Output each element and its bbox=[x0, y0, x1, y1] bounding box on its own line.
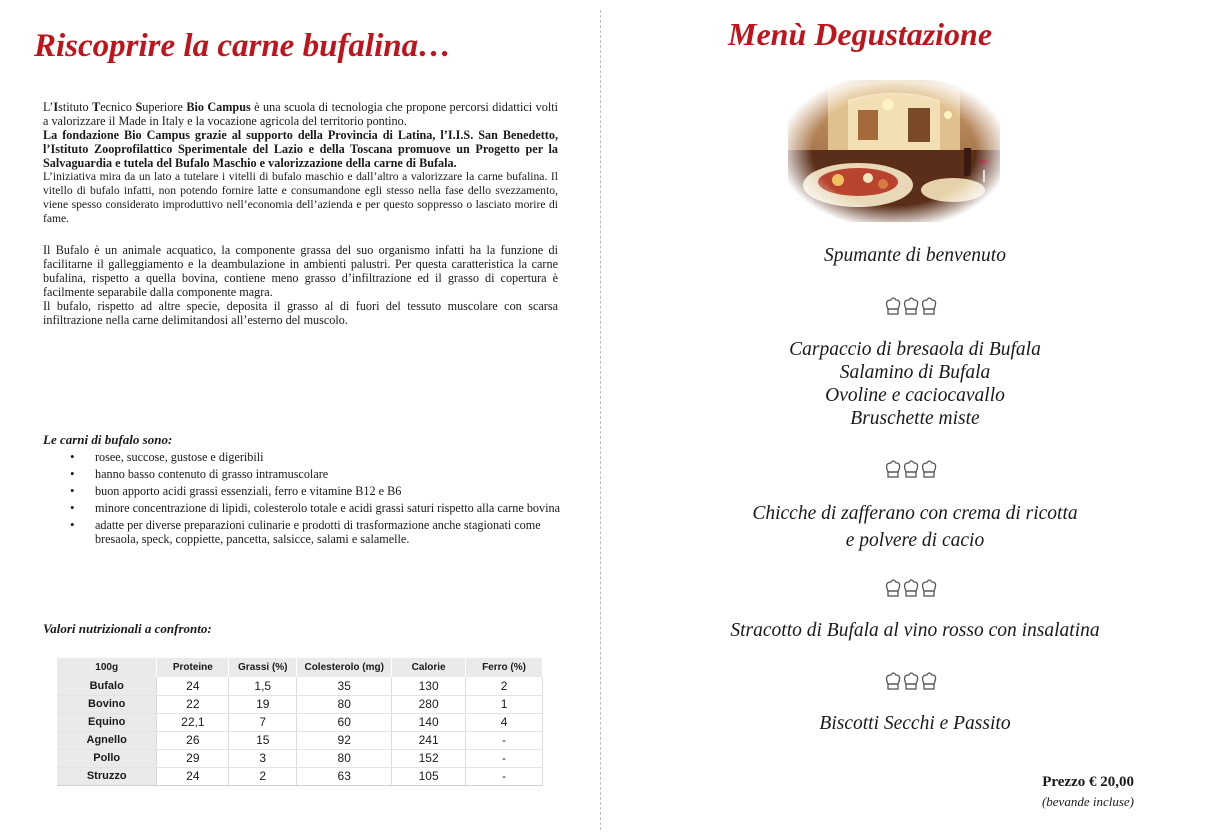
table-cell: Bufalo bbox=[57, 677, 157, 695]
carni-list bbox=[70, 450, 560, 549]
course-line: Ovoline e caciocavallo bbox=[825, 385, 1005, 406]
table-cell: 1 bbox=[466, 695, 543, 713]
iniziativa-paragraph: L’iniziativa mira da un lato a tutelare i vitelli di bufalo maschio e dall’altro a valorizzare la carne bufalina. Il vitello di bufalo infatti, non potendo fornire latte e consumandone egli stesso nella fase dello svezzamento, viene spesso considerato improduttivo nell’economia dell’azienda e per questo soppresso o lasciato morire di fame. bbox=[43, 170, 558, 225]
course-line: Stracotto di Bufala al vino rosso con insalatina bbox=[730, 620, 1100, 641]
table-cell: 24 bbox=[157, 767, 229, 785]
table-cell: 19 bbox=[229, 695, 297, 713]
course-1 bbox=[700, 244, 1130, 267]
table-cell: Pollo bbox=[57, 749, 157, 767]
page-title-right: Menù Degustazione bbox=[728, 16, 993, 52]
table-cell: 140 bbox=[392, 713, 466, 731]
table-cell: 60 bbox=[297, 713, 392, 731]
chef-hat-icon bbox=[884, 458, 940, 480]
table-cell: - bbox=[466, 749, 543, 767]
text: ecnico bbox=[100, 100, 136, 114]
column-header: Proteine bbox=[157, 658, 229, 677]
text: S bbox=[135, 100, 143, 114]
chef-hat-icon bbox=[884, 295, 940, 317]
price-note: (bevande incluse) bbox=[1041, 794, 1134, 809]
table-cell: - bbox=[466, 731, 543, 749]
nutrition-table bbox=[57, 658, 543, 786]
table-cell: 15 bbox=[229, 731, 297, 749]
table-cell: 24 bbox=[157, 677, 229, 695]
text: uperiore bbox=[142, 100, 187, 114]
table-cell: 80 bbox=[297, 749, 392, 767]
left-page bbox=[0, 0, 600, 833]
table-cell: 63 bbox=[297, 767, 392, 785]
text: I bbox=[53, 100, 59, 114]
intro-text bbox=[43, 100, 558, 327]
text: stituto bbox=[58, 100, 93, 114]
column-header: Colesterolo (mg) bbox=[297, 658, 392, 677]
page-divider bbox=[600, 10, 601, 830]
table-cell: 130 bbox=[392, 677, 466, 695]
deposita-paragraph: Il bufalo, rispetto ad altre specie, deposita il grasso al di fuori del tessuto muscolare con scarsa infiltrazione nella carne delimitandosi all’esterno del muscolo. bbox=[43, 299, 558, 327]
list-item: • hanno basso contenuto di grasso intramuscolare bbox=[70, 467, 560, 481]
text: L’ bbox=[43, 100, 54, 114]
menu-price: Prezzo € 20,00 bbox=[1042, 774, 1134, 790]
text: T bbox=[92, 100, 101, 114]
column-header: Ferro (%) bbox=[466, 658, 543, 677]
table-cell: 26 bbox=[157, 731, 229, 749]
table-cell: 241 bbox=[392, 731, 466, 749]
table-cell: Bovino bbox=[57, 695, 157, 713]
table-row bbox=[57, 677, 543, 695]
course-line: Salamino di Bufala bbox=[839, 362, 991, 383]
column-header: Grassi (%) bbox=[229, 658, 297, 677]
course-line: Bruschette miste bbox=[850, 408, 980, 429]
table-cell: 3 bbox=[229, 749, 297, 767]
table-cell: 22,1 bbox=[157, 713, 229, 731]
table-cell: Agnello bbox=[57, 731, 157, 749]
valori-heading: Valori nutrizionali a confronto: bbox=[43, 621, 212, 636]
course-2 bbox=[700, 338, 1130, 430]
table-cell: 35 bbox=[297, 677, 392, 695]
table-row bbox=[57, 713, 543, 731]
table-cell: 80 bbox=[297, 695, 392, 713]
list-item: • buon apporto acidi grassi essenziali, ferro e vitamine B12 e B6 bbox=[70, 484, 560, 498]
table-header-row bbox=[57, 658, 543, 677]
table-cell: Struzzo bbox=[57, 767, 157, 785]
table-cell: 1,5 bbox=[229, 677, 297, 695]
table-cell: 92 bbox=[297, 731, 392, 749]
course-line: Carpaccio di bresaola di Bufala bbox=[789, 339, 1041, 360]
table-row bbox=[57, 767, 543, 785]
table-row bbox=[57, 695, 543, 713]
course-line: Chicche di zafferano con crema di ricotta bbox=[752, 503, 1078, 524]
table-cell: - bbox=[466, 767, 543, 785]
table-cell: Equino bbox=[57, 713, 157, 731]
text: Bio Campus bbox=[186, 100, 251, 114]
intro-paragraph bbox=[43, 100, 558, 128]
text: è una scuola di tecnologia che propone percorsi didattici volti a valorizzare il Made in Italy e la vocazione agricola del territorio pontino. bbox=[43, 100, 558, 128]
table-cell: 22 bbox=[157, 695, 229, 713]
carni-heading: Le carni di bufalo sono: bbox=[43, 432, 173, 447]
course-4 bbox=[700, 619, 1130, 642]
column-header: Calorie bbox=[392, 658, 466, 677]
course-line: Spumante di benvenuto bbox=[824, 245, 1006, 266]
list-item: • rosee, succose, gustose e digeribili bbox=[70, 450, 560, 464]
table-cell: 29 bbox=[157, 749, 229, 767]
restaurant-photo bbox=[788, 80, 1000, 222]
course-5 bbox=[700, 712, 1130, 735]
table-cell: 280 bbox=[392, 695, 466, 713]
table-cell: 7 bbox=[229, 713, 297, 731]
table-cell: 152 bbox=[392, 749, 466, 767]
table-cell: 2 bbox=[229, 767, 297, 785]
table-cell: 105 bbox=[392, 767, 466, 785]
chef-hat-icon bbox=[884, 670, 940, 692]
table-cell: 2 bbox=[466, 677, 543, 695]
column-header: 100g bbox=[57, 658, 157, 677]
table-cell: 4 bbox=[466, 713, 543, 731]
course-line: e polvere di cacio bbox=[845, 530, 985, 551]
animale-paragraph: Il Bufalo è un animale acquatico, la componente grassa del suo organismo infatti ha la funzione di facilitarne il galleggiamento e la deambulazione in ambienti palustri. Per questa caratteristica la carne bufalina, rispetto a quella bovina, contiene meno grasso d’infiltrazione ed il grasso di copertura è facilmente separabile dalla componente magra. bbox=[43, 243, 558, 299]
chef-hat-icon bbox=[884, 577, 940, 599]
list-item: • adatte per diverse preparazioni culinarie e prodotti di trasformazione anche stagionati come bresaola, speck, coppiette, pancetta, salsicce, salami e salamelle. bbox=[70, 518, 560, 546]
table-row bbox=[57, 749, 543, 767]
fondazione-paragraph: La fondazione Bio Campus grazie al supporto della Provincia di Latina, l’I.I.S. San Benedetto, l’Istituto Zooprofilattico Sperimentale del Lazio e della Toscana promuove un Progetto per la Salvaguardia e tutela del Bufalo Maschio e valorizzazione della carne di Bufala. bbox=[43, 128, 558, 170]
page-title-left: Riscoprire la carne bufalina… bbox=[34, 28, 452, 64]
course-3 bbox=[700, 500, 1130, 554]
table-row bbox=[57, 731, 543, 749]
course-line: Biscotti Secchi e Passito bbox=[819, 713, 1011, 734]
list-item: • minore concentrazione di lipidi, colesterolo totale e acidi grassi saturi rispetto alla carne bovina bbox=[70, 501, 560, 515]
